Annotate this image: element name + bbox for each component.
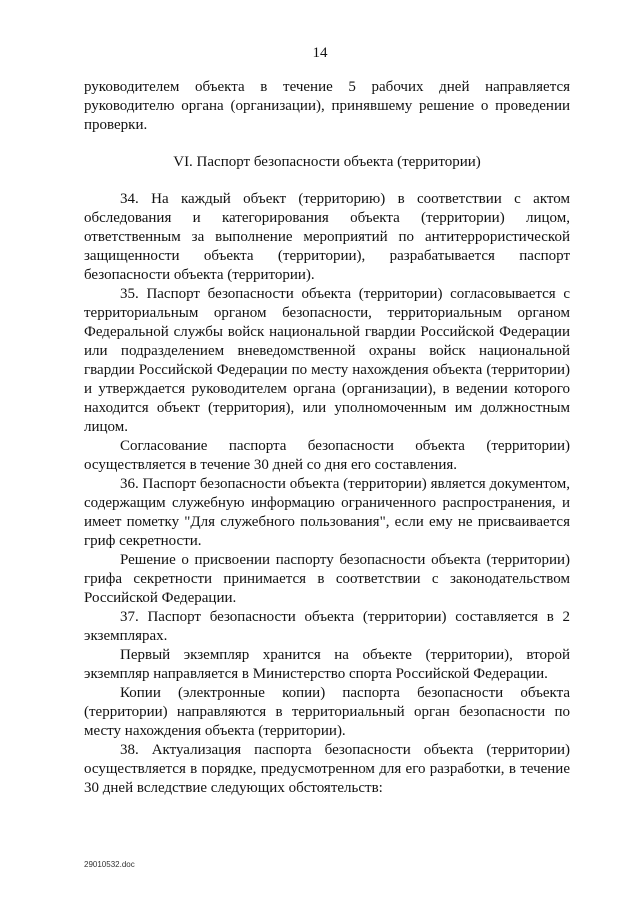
paragraph-37-copies: Копии (электронные копии) паспорта безопасности объекта (территории) направляются в территориальный орган безопасности по месту нахождения объекта (территории). xyxy=(84,685,570,739)
paragraph-34: 34. На каждый объект (территорию) в соответствии с актом обследования и категорирования объекта (территории) лицом, ответственным за выполнение мероприятий по антитеррористической защищенности объекта (территории), разрабатывается паспорт безопасности объекта (территории). xyxy=(84,191,570,283)
paragraph-38: 38. Актуализация паспорта безопасности объекта (территории) осуществляется в порядке, предусмотренном для его разработки, в течение 30 дней вследствие следующих обстоятельств: xyxy=(84,742,570,796)
page-number: 14 xyxy=(312,45,328,61)
paragraph-35-approval: Согласование паспорта безопасности объекта (территории) осуществляется в течение 30 дней со дня его составления. xyxy=(84,438,570,473)
paragraph-36-secrecy: Решение о присвоении паспорту безопасности объекта (территории) грифа секретности принимается в соответствии с законодательством Российской Федерации. xyxy=(84,552,570,606)
paragraph-37: 37. Паспорт безопасности объекта (территории) составляется в 2 экземплярах. xyxy=(84,609,570,644)
paragraph-continuation: руководителем объекта в течение 5 рабочих дней направляется руководителю органа (организации), принявшему решение о проведении проверки. xyxy=(84,79,570,133)
footer-file-code: 29010532.doc xyxy=(84,860,135,869)
paragraph-35: 35. Паспорт безопасности объекта (территории) согласовывается с территориальным органом безопасности, территориальным органом Федеральной службы войск национальной гвардии Российской Федерации или подразделением вневедомственной охраны войск национальной гвардии Российской Федерации по месту нахождения объекта (территории) и утверждается руководителем органа (организации), в ведении которого находится объект (территория), или уполномоченным им должностным лицом. xyxy=(84,286,570,435)
paragraph-36: 36. Паспорт безопасности объекта (территории) является документом, содержащим служебную информацию ограниченного распространения, и имеет пометку "Для служебного пользования", если ему не присваивается гриф секретности. xyxy=(84,476,570,549)
paragraph-37-first-copy: Первый экземпляр хранится на объекте (территории), второй экземпляр направляется в Министерство спорта Российской Федерации. xyxy=(84,647,570,682)
document-body xyxy=(84,78,570,798)
section-heading: VI. Паспорт безопасности объекта (территории) xyxy=(173,154,481,170)
